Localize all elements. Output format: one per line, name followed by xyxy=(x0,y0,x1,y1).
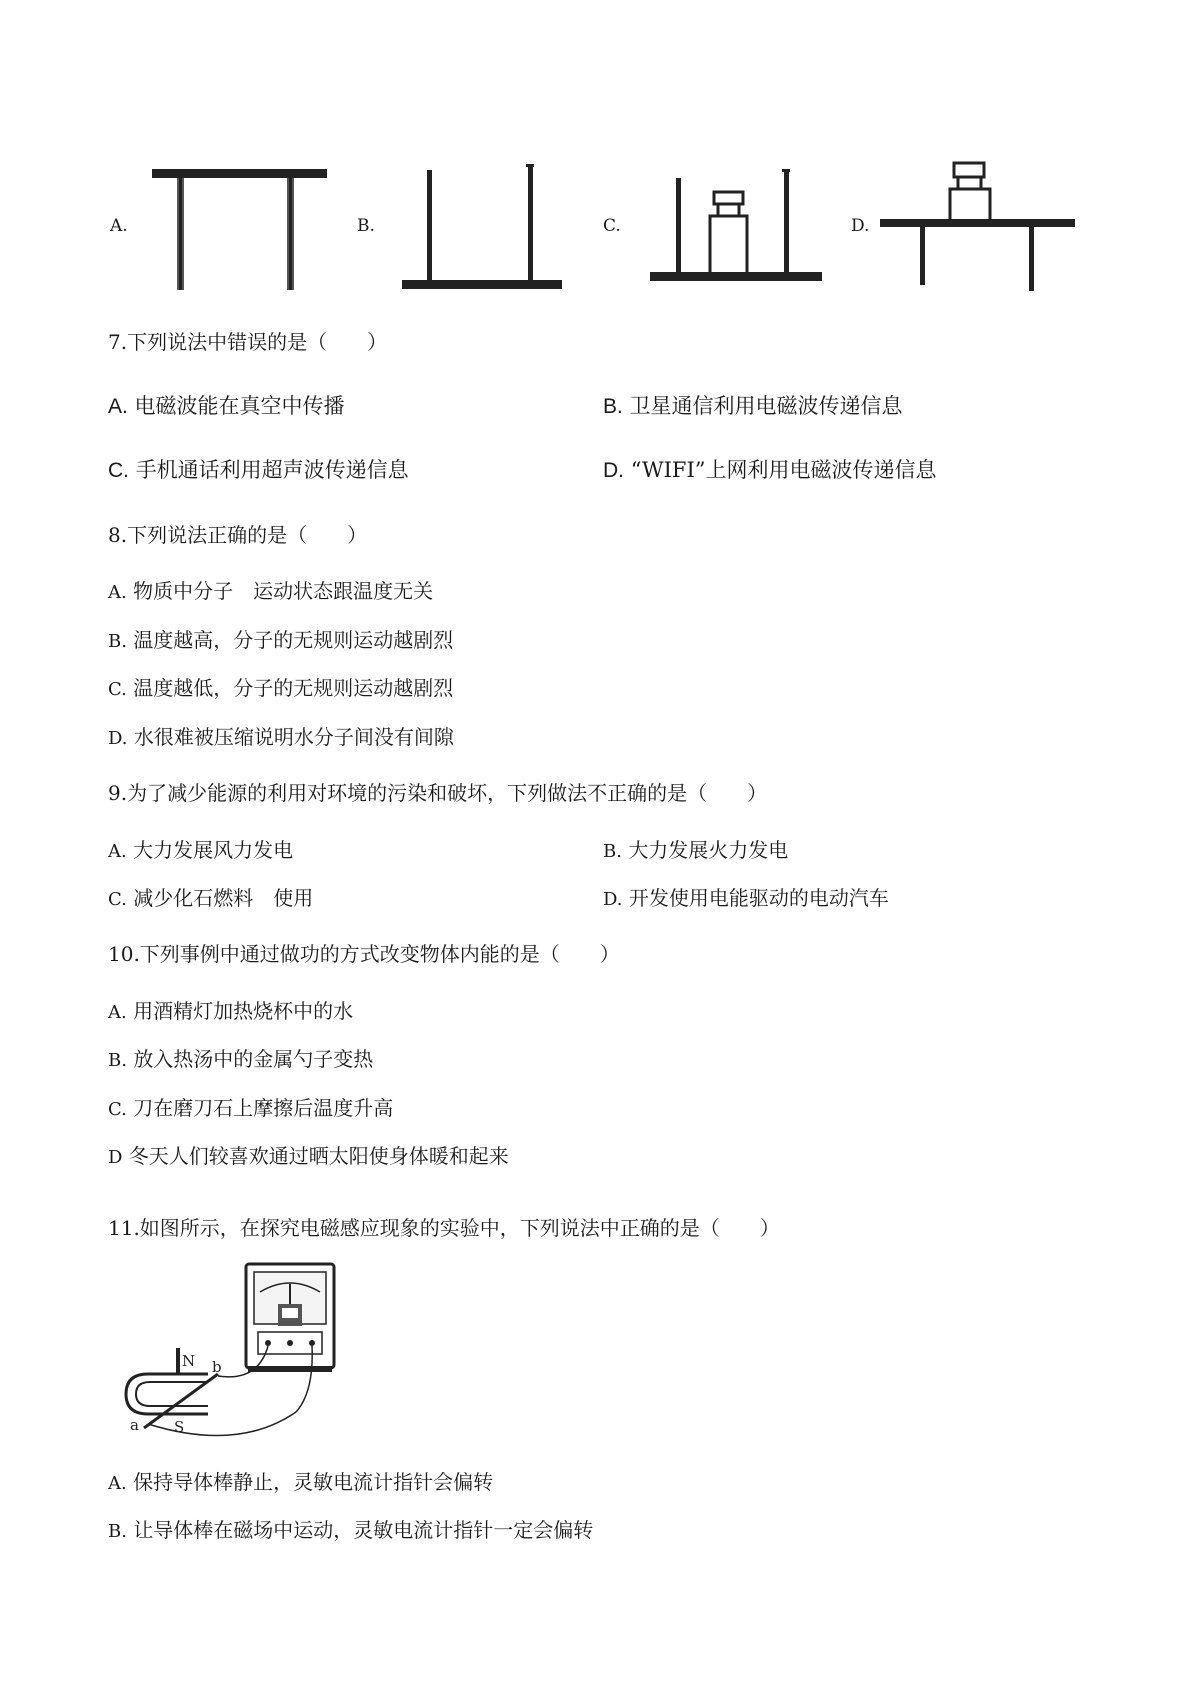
option-text: 减少化石燃料 使用 xyxy=(133,886,314,910)
q9-option-d[interactable] xyxy=(603,882,889,911)
option-key: D. xyxy=(108,728,128,749)
q7-option-a[interactable] xyxy=(108,390,345,420)
q8-option-d[interactable] xyxy=(108,721,454,750)
figure-d-weight-on-table xyxy=(880,153,1080,293)
figure-c-weight-on-inverted-table xyxy=(650,164,825,289)
q11-induction-apparatus-figure xyxy=(118,1262,348,1436)
q11-option-b[interactable] xyxy=(108,1514,593,1543)
option-text: 放入热汤中的金属勺子变热 xyxy=(133,1047,374,1071)
q7-option-b[interactable] xyxy=(603,390,903,420)
option-text: 开发使用电能驱动的电动汽车 xyxy=(628,886,889,910)
option-text: 水很难被压缩说明水分子间没有间隙 xyxy=(133,725,454,749)
magnet-s-label: S xyxy=(174,1418,185,1436)
option-text: 卫星通信利用电磁波传递信息 xyxy=(629,394,903,418)
option-text: 温度越高，分子的无规则运动越剧烈 xyxy=(133,628,454,652)
figure-d-label: D. xyxy=(851,216,870,236)
option-key: B. xyxy=(603,841,622,862)
option-text: 保持导体棒静止，灵敏电流计指针会偏转 xyxy=(133,1470,494,1494)
option-key: A. xyxy=(108,395,128,418)
option-key: D. xyxy=(603,459,624,482)
option-key: A. xyxy=(108,841,127,862)
magnet-n-label: N xyxy=(182,1352,196,1370)
figure-c-label: C. xyxy=(603,216,621,236)
q11-stem: 11.如图所示，在探究电磁感应现象的实验中，下列说法中正确的是（ ） xyxy=(108,1216,780,1240)
option-text: “WIFI”上网利用电磁波传递信息 xyxy=(630,458,937,482)
q8-stem: 8.下列说法正确的是（ ） xyxy=(108,523,368,547)
option-text: 大力发展火力发电 xyxy=(628,838,789,862)
option-key: D xyxy=(108,1147,123,1168)
option-key: A. xyxy=(108,1473,127,1494)
option-text: 手机通话利用超声波传递信息 xyxy=(135,458,409,482)
q10-option-d[interactable] xyxy=(108,1140,509,1169)
option-key: B. xyxy=(108,631,127,652)
q7-option-c[interactable] xyxy=(108,454,409,484)
option-text: 刀在磨刀石上摩擦后温度升高 xyxy=(133,1096,394,1120)
figure-b-inverted-table xyxy=(402,164,567,294)
option-key: B. xyxy=(108,1521,127,1542)
option-key: C. xyxy=(108,889,127,910)
option-text: 让导体棒在磁场中运动，灵敏电流计指针一定会偏转 xyxy=(133,1518,594,1542)
option-text: 大力发展风力发电 xyxy=(133,838,294,862)
q8-option-a[interactable] xyxy=(108,575,433,604)
q10-stem: 10.下列事例中通过做功的方式改变物体内能的是（ ） xyxy=(108,942,620,966)
galvanometer xyxy=(246,1264,334,1372)
option-key: D. xyxy=(603,889,623,910)
option-text: 电磁波能在真空中传播 xyxy=(134,394,345,418)
option-key: A. xyxy=(108,582,127,603)
option-text: 冬天人们较喜欢通过晒太阳使身体暖和起来 xyxy=(128,1144,509,1168)
q8-option-c[interactable] xyxy=(108,672,453,701)
q9-option-b[interactable] xyxy=(603,834,788,863)
figure-b-label: B. xyxy=(357,216,375,236)
rod-end-a-label: a xyxy=(130,1416,139,1434)
option-text: 温度越低，分子的无规则运动越剧烈 xyxy=(133,676,454,700)
option-key: B. xyxy=(603,395,623,418)
option-key: B. xyxy=(108,1050,127,1071)
figure-a-label: A. xyxy=(110,216,128,236)
q8-option-b[interactable] xyxy=(108,624,453,653)
q11-option-a[interactable] xyxy=(108,1466,493,1495)
horseshoe-magnet xyxy=(126,1348,208,1414)
option-key: C. xyxy=(108,679,127,700)
option-key: C. xyxy=(108,1099,127,1120)
rod-end-b-label: b xyxy=(212,1358,222,1376)
q7-option-d[interactable] xyxy=(603,454,937,484)
q10-option-b[interactable] xyxy=(108,1043,373,1072)
option-text: 物质中分子 运动状态跟温度无关 xyxy=(133,579,434,603)
q7-stem: 7.下列说法中错误的是（ ） xyxy=(108,330,388,354)
q9-stem: 9.为了减少能源的利用对环境的污染和破坏，下列做法不正确的是（ ） xyxy=(108,781,768,805)
option-key: C. xyxy=(108,459,129,482)
q9-option-c[interactable] xyxy=(108,882,313,911)
q10-option-c[interactable] xyxy=(108,1092,393,1121)
q10-option-a[interactable] xyxy=(108,995,353,1024)
q9-option-a[interactable] xyxy=(108,834,293,863)
figure-a-table xyxy=(150,164,330,294)
option-key: A. xyxy=(108,1002,127,1023)
option-text: 用酒精灯加热烧杯中的水 xyxy=(133,999,354,1023)
